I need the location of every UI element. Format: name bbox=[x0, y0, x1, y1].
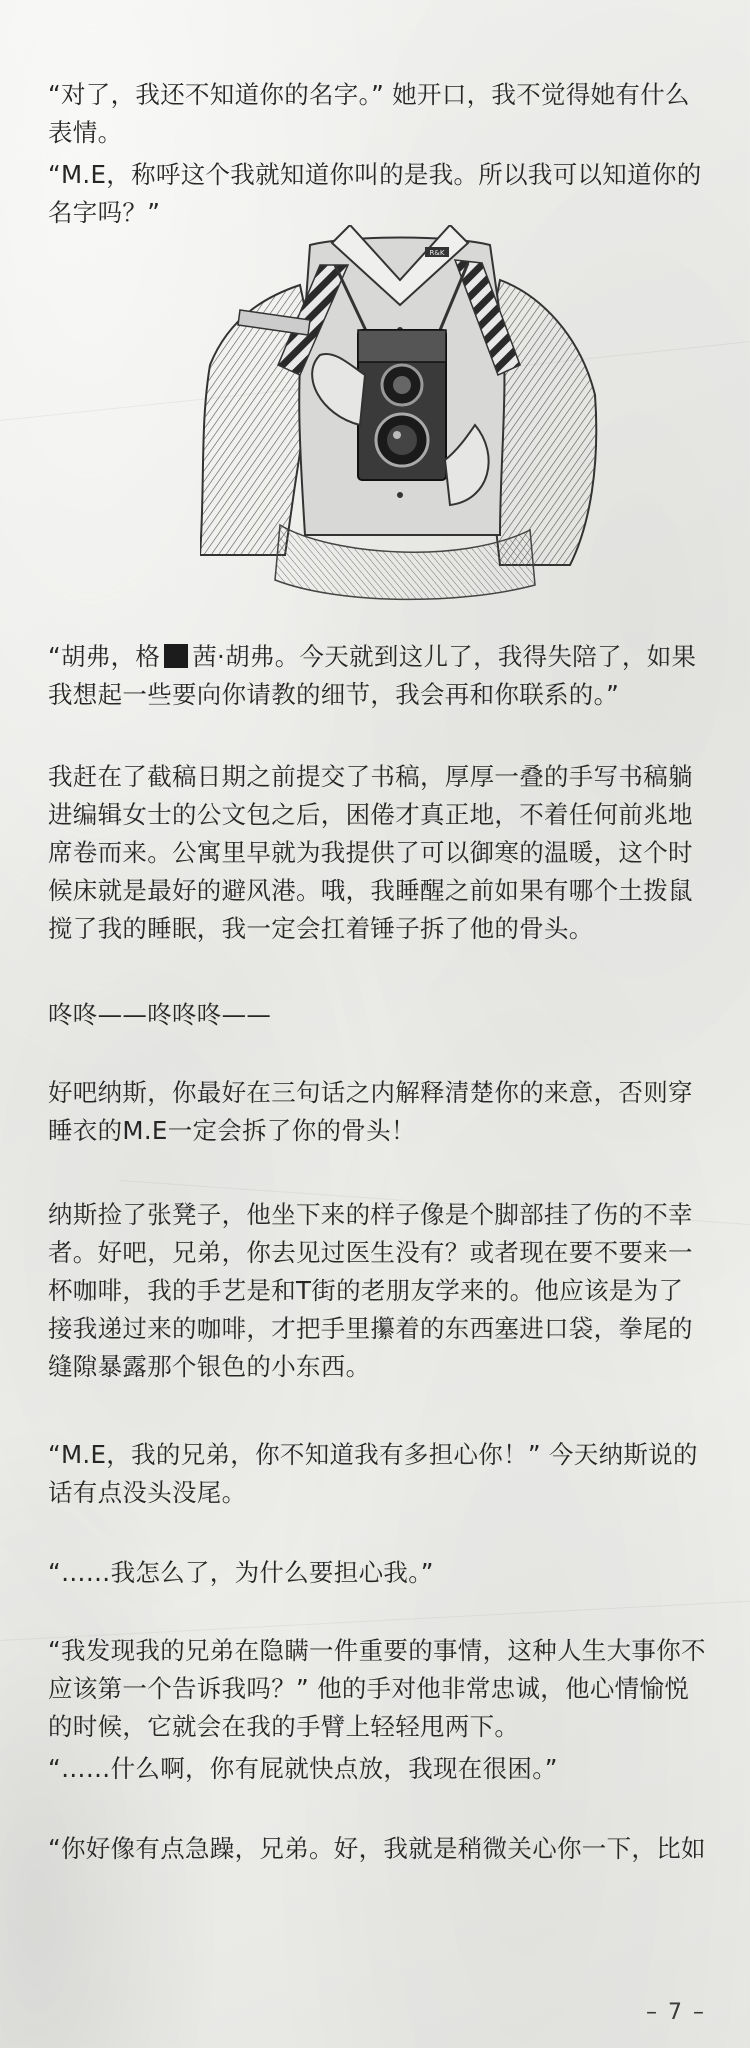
redacted-block bbox=[164, 644, 188, 668]
paragraph: “……我怎么了，为什么要担心我。” bbox=[48, 1558, 434, 1587]
paragraph: “我发现我的兄弟在隐瞒一件重要的事情，这种人生大事你不应该第一个告诉我吗？” 他的手对他非常忠诚，他心情愉悦的时候，它就会在我的手臂上轻轻甩两下。 bbox=[48, 1636, 706, 1741]
paragraph: 咚咚——咚咚咚—— bbox=[48, 1000, 272, 1029]
paragraph: “胡弗，格 茜·胡弗。今天就到这儿了，我得失陪了，如果我想起一些要向你请教的细节，我会再和你联系的。” bbox=[48, 642, 697, 709]
paragraph: “M.E，称呼这个我就知道你叫的是我。所以我可以知道你的名字吗？” bbox=[48, 160, 702, 227]
paragraph: “……什么啊，你有屁就快点放，我现在很困。” bbox=[48, 1754, 558, 1783]
paragraph: 我赶在了截稿日期之前提交了书稿，厚厚一叠的手写书稿躺进编辑女士的公文包之后，困倦才真正地，不着任何前兆地席卷而来。公寓里早就为我提供了可以御寒的温暖，这个时候床就是最好的避风港。哦，我睡醒之前如果有哪个土拨鼠搅了我的睡眠，我一定会扛着锤子拆了他的骨头。 bbox=[48, 762, 693, 943]
paragraph: “你好像有点急躁，兄弟。好，我就是稍微关心你一下，比如 bbox=[48, 1834, 706, 1863]
illustration-woman-with-camera bbox=[200, 225, 600, 613]
paragraph: “M.E，我的兄弟，你不知道我有多担心你！” 今天纳斯说的话有点没头没尾。 bbox=[48, 1440, 698, 1507]
paragraph: 纳斯捡了张凳子，他坐下来的样子像是个脚部挂了伤的不幸者。好吧，兄弟，你去见过医生没有？或者现在要不要来一杯咖啡，我的手艺是和T街的老朋友学来的。他应该是为了接我递过来的咖啡，才把手里攥着的东西塞进口袋，拳尾的缝隙暴露那个银色的小东西。 bbox=[48, 1200, 693, 1381]
collar-tag-text: R&K bbox=[429, 249, 445, 257]
paragraph: 好吧纳斯，你最好在三句话之内解释清楚你的来意，否则穿睡衣的M.E一定会拆了你的骨头！ bbox=[48, 1078, 693, 1145]
page-number: – 7 – bbox=[646, 2000, 706, 2025]
paragraph: “对了，我还不知道你的名字。” 她开口，我不觉得她有什么表情。 bbox=[48, 80, 690, 147]
